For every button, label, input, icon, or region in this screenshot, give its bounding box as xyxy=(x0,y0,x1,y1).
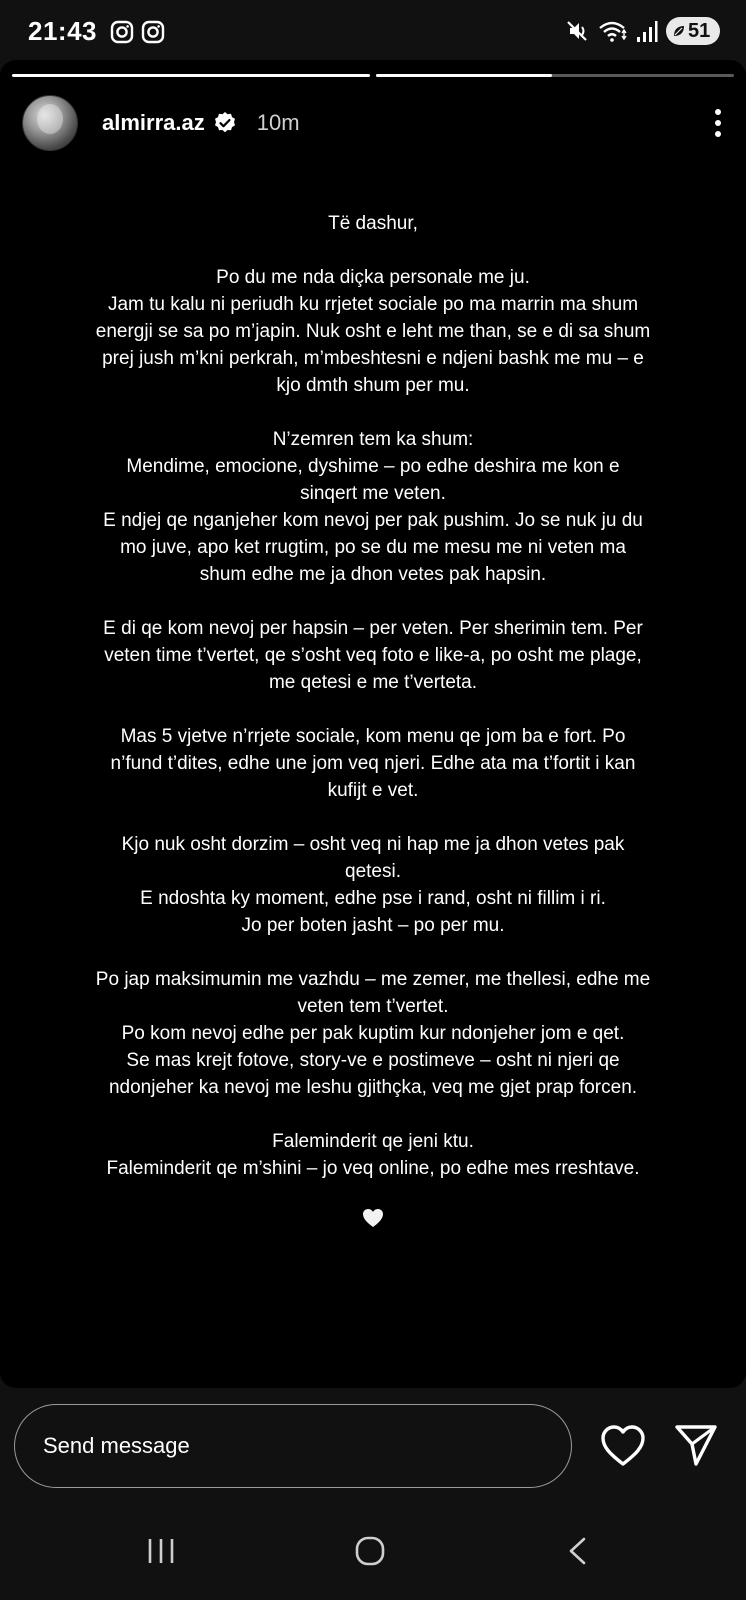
story-text-line: veten tem t’vertet. xyxy=(297,996,449,1017)
story-text-line: Faleminderit qe jeni ktu. xyxy=(272,1131,474,1152)
story-text-line: prej jush m’kni perkrah, m’mbeshtesni e ndjeni bashk me mu – e xyxy=(102,348,644,369)
mute-vibrate-icon xyxy=(566,19,590,43)
story-paragraph xyxy=(40,615,706,696)
battery-indicator xyxy=(666,17,720,45)
system-nav-bar xyxy=(0,1500,746,1600)
story-progress-segment xyxy=(12,74,370,77)
story-text xyxy=(40,210,706,1236)
story-text-line: E di qe kom nevoj per hapsin – per veten. Per sherimin tem. Per xyxy=(103,618,643,639)
story-text-line: Jam tu kalu ni periudh ku rrjetet sociale po ma marrin ma shum xyxy=(107,294,639,315)
status-bar xyxy=(0,0,746,62)
wifi-icon xyxy=(598,19,628,43)
dot-icon xyxy=(715,131,721,137)
story-text-line: Jo per boten jasht – po per mu. xyxy=(241,915,505,936)
story-text-line: sinqert me veten. xyxy=(300,483,446,504)
story-text-line: ndonjeher ka nevoj me leshu gjithçka, veq me gjet prap forcen. xyxy=(108,1077,638,1098)
story-text-line: kjo dmth shum per mu. xyxy=(276,375,470,396)
heart-outline-icon[interactable] xyxy=(600,1424,646,1468)
back-icon[interactable] xyxy=(566,1536,588,1566)
story-text-line: Mas 5 vjetve n’rrjete sociale, kom menu qe jom ba e fort. Po xyxy=(120,726,626,747)
send-paper-plane-icon[interactable] xyxy=(674,1422,718,1468)
story-progress-segment xyxy=(376,74,734,77)
story-text-line: me qetesi e me t’verteta. xyxy=(268,672,478,693)
more-options-button[interactable] xyxy=(710,103,726,143)
post-time: 10m xyxy=(256,110,300,135)
recent-apps-icon[interactable] xyxy=(146,1536,176,1566)
battery-level: 51 xyxy=(688,19,711,42)
dot-icon xyxy=(715,120,721,126)
white-heart-icon xyxy=(362,1208,384,1228)
story-paragraph xyxy=(40,264,706,399)
send-message-input[interactable] xyxy=(14,1404,572,1488)
story-text-line: n’fund t’dites, edhe une jom veq njeri. Edhe ata ma t’fortit i kan xyxy=(110,753,636,774)
story-text-line: Faleminderit qe m’shini – jo veq online, po edhe mes rreshtave. xyxy=(106,1158,640,1179)
send-message-placeholder: Send message xyxy=(43,1433,190,1458)
closing-emoji xyxy=(362,1208,384,1236)
story-text-line: veten time t’vertet, qe s’osht veq foto e like-a, po osht me plage, xyxy=(104,645,642,666)
story-text-line: Po jap maksimumin me vazhdu – me zemer, me thellesi, edhe me xyxy=(95,969,651,990)
story-text-line: Të dashur, xyxy=(328,213,418,234)
story-text-line: energji se sa po m’japin. Nuk osht e leht me than, se e di sa shum xyxy=(95,321,651,342)
cellular-signal-icon xyxy=(636,19,658,43)
status-time: 21:43 xyxy=(28,16,97,46)
story-text-line: Po kom nevoj edhe per pak kuptim kur ndonjeher jom e qet. xyxy=(121,1023,625,1044)
story-text-line: kufijt e vet. xyxy=(327,780,419,801)
verified-badge-icon xyxy=(213,111,237,135)
story-text-line: Kjo nuk osht dorzim – osht veq ni hap me ja dhon vetes pak xyxy=(121,834,625,855)
story-paragraph xyxy=(40,1128,706,1182)
story-text-line: E ndjej qe nganjeher kom nevoj per pak pushim. Jo se nuk ju du xyxy=(103,510,643,531)
story-text-line: mo juve, apo ket rrugtim, po se du me mesu me ni veten ma xyxy=(120,537,626,558)
story-paragraph xyxy=(40,723,706,804)
instagram-notification-icon xyxy=(141,20,165,44)
story-text-line: shum edhe me ja dhon vetes pak hapsin. xyxy=(199,564,547,585)
avatar[interactable] xyxy=(22,95,78,151)
story-paragraph xyxy=(40,966,706,1101)
username[interactable]: almirra.az xyxy=(102,110,205,135)
story-text-line: Mendime, emocione, dyshime – po edhe deshira me kon e xyxy=(126,456,620,477)
instagram-notification-icon xyxy=(110,20,134,44)
battery-saver-leaf-icon xyxy=(672,24,686,38)
story-paragraph xyxy=(40,426,706,588)
story-text-line: N’zemren tem ka shum: xyxy=(272,429,474,450)
story-text-line: Se mas krejt fotove, story-ve e postimeve – osht ni njeri qe xyxy=(126,1050,620,1071)
story-text-line: qetesi. xyxy=(345,861,401,882)
story-paragraph xyxy=(40,210,706,237)
story-paragraph xyxy=(40,831,706,939)
story-text-line: Po du me nda diçka personale me ju. xyxy=(216,267,530,288)
story-text-line: E ndoshta ky moment, edhe pse i rand, osht ni fillim i ri. xyxy=(140,888,606,909)
home-icon[interactable] xyxy=(354,1536,386,1566)
dot-icon xyxy=(715,109,721,115)
story-header xyxy=(22,94,726,152)
story-viewer[interactable] xyxy=(0,60,746,1388)
